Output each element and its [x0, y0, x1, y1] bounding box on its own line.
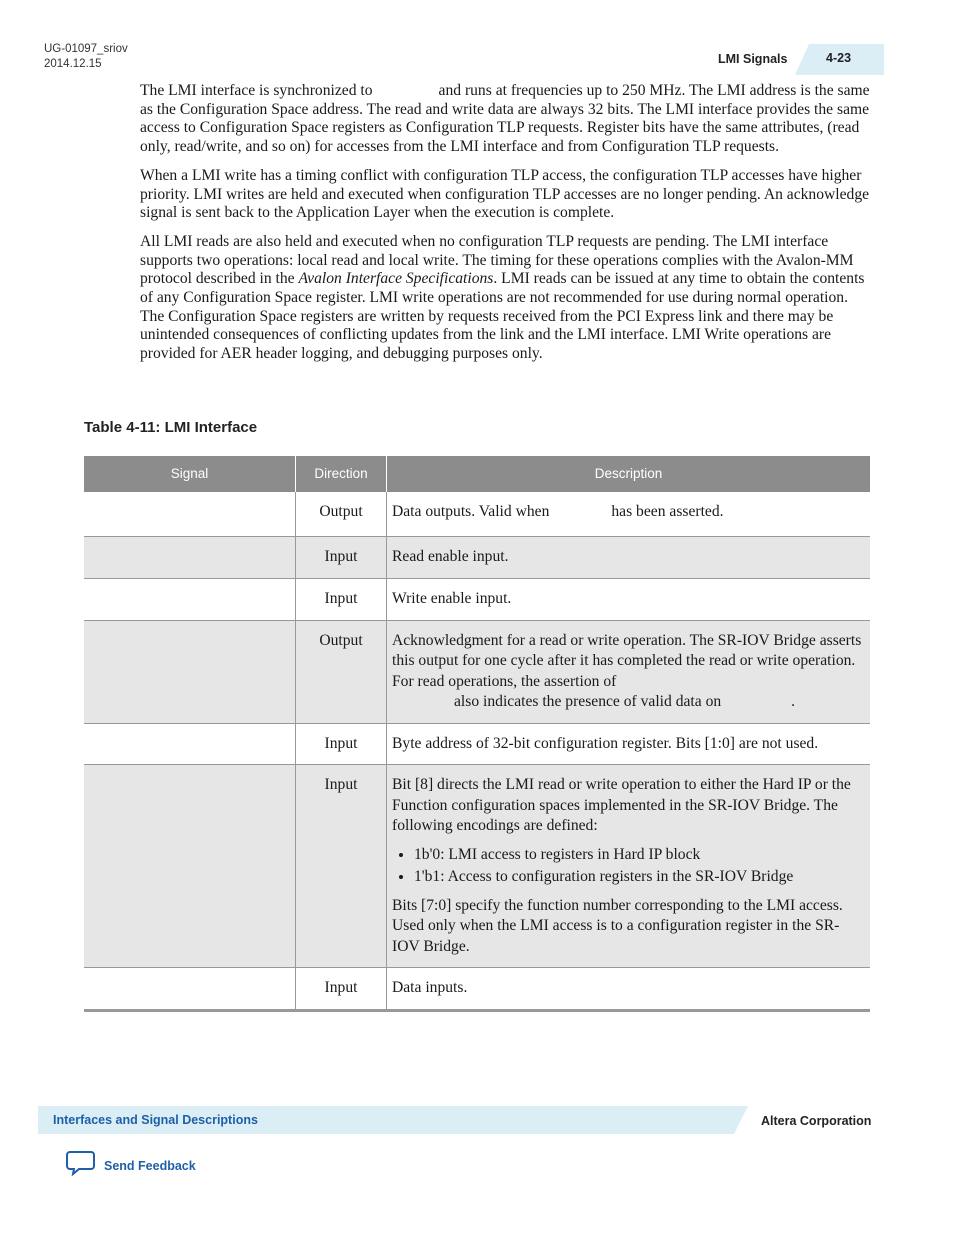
signal-cell [84, 723, 296, 765]
table-row [84, 536, 870, 578]
send-feedback-label: Send Feedback [104, 1158, 196, 1173]
document-id-block [44, 42, 128, 72]
speech-bubble-icon [66, 1150, 95, 1181]
list-item: • 1'b1: Access to configuration registers in the SR-IOV Bridge [414, 867, 865, 888]
table-row [84, 968, 870, 1011]
paragraph-3: All LMI reads are also held and executed when no configuration TLP requests are pending. The LMI interface supports two operations: local read and local write. The timing for these operations complies with the Avalon-MM protocol described in the Avalon Interface Specifications. LMI reads can be issued at any time to obtain the contents of any Configuration Space register. LMI write operations are not recommended for use during normal operation. The Configuration Space registers are written by requests received from the PCI Express link and there may be unintended consequences of conflicting updates from the link and the LMI interface. LMI Write operations are provided for AER header logging, and debugging purposes only. [140, 232, 865, 363]
table-caption: Table 4-11: LMI Interface [84, 419, 258, 436]
description-cell: Acknowledgment for a read or write operation. The SR-IOV Bridge asserts this output for one cycle after it has completed the read or write operation. For read operations, the assertion of also indicates the presence of valid data on . [387, 620, 871, 723]
paragraph-2: When a LMI write has a timing conflict with configuration TLP access, the configuration TLP accesses have higher priority. LMI writes are held and executed when configuration TLP accesses are no longer pending. An acknowledge signal is sent back to the Application Layer when the execution is complete. [140, 166, 870, 222]
description-cell: Data outputs. Valid when has been asserted. [387, 492, 871, 536]
signal-cell [84, 620, 296, 723]
direction-cell: Input [296, 536, 387, 578]
table-row [84, 723, 870, 765]
encoding-list [392, 845, 865, 888]
description-cell: Data inputs. [387, 968, 871, 1011]
header-section-title: LMI Signals [718, 52, 788, 66]
signal-cell [84, 578, 296, 620]
body-text [140, 82, 875, 374]
direction-cell: Output [296, 620, 387, 723]
header-direction: Direction [296, 456, 387, 492]
signal-cell [84, 492, 296, 536]
lmi-interface-table [84, 456, 870, 1012]
signal-cell [84, 765, 296, 968]
direction-cell: Input [296, 765, 387, 968]
send-feedback-link[interactable] [66, 1150, 196, 1181]
direction-cell: Input [296, 578, 387, 620]
header-signal: Signal [84, 456, 296, 492]
description-cell: Read enable input. [387, 536, 871, 578]
page-number: 4-23 [826, 51, 852, 65]
signal-cell [84, 968, 296, 1011]
table-row [84, 578, 870, 620]
description-cell: Bit [8] directs the LMI read or write operation to either the Hard IP or the Function configuration spaces implemented in the SR-IOV Bridge. The following encodings are defined: • 1b'0: LMI access to registers in Hard IP block • 1'b1: Access to configuration registers in the SR-IOV Bridge Bits [7:0] specify the function number corresponding to the LMI access. Used only when the LMI access is to a configuration register in the SR-IOV Bridge. [387, 765, 871, 968]
footer-company: Altera Corporation [761, 1114, 872, 1128]
doc-id: UG-01097_sriov [44, 43, 128, 55]
direction-cell: Output [296, 492, 387, 536]
table-row [84, 492, 870, 536]
footer-section-link[interactable]: Interfaces and Signal Descriptions [53, 1113, 258, 1127]
direction-cell: Input [296, 968, 387, 1011]
table-row [84, 620, 870, 723]
description-cell: Byte address of 32-bit configuration register. Bits [1:0] are not used. [387, 723, 871, 765]
table-row [84, 765, 870, 968]
signal-cell [84, 536, 296, 578]
paragraph-1: The LMI interface is synchronized to and runs at frequencies up to 250 MHz. The LMI address is the same as the Configuration Space address. The read and write data are always 32 bits. The LMI interface provides the same access to Configuration Space registers as Configuration TLP requests. Register bits have the same attributes, (read only, read/write, and so on) for accesses from the LMI interface and from Configuration TLP requests. [140, 82, 870, 156]
direction-cell: Input [296, 723, 387, 765]
doc-date: 2014.12.15 [44, 58, 102, 70]
header-description: Description [387, 456, 871, 492]
description-cell: Write enable input. [387, 578, 871, 620]
list-item: • 1b'0: LMI access to registers in Hard IP block [414, 845, 865, 866]
spec-reference: Avalon Interface Specifications [298, 270, 494, 288]
table-header-row [84, 456, 870, 492]
